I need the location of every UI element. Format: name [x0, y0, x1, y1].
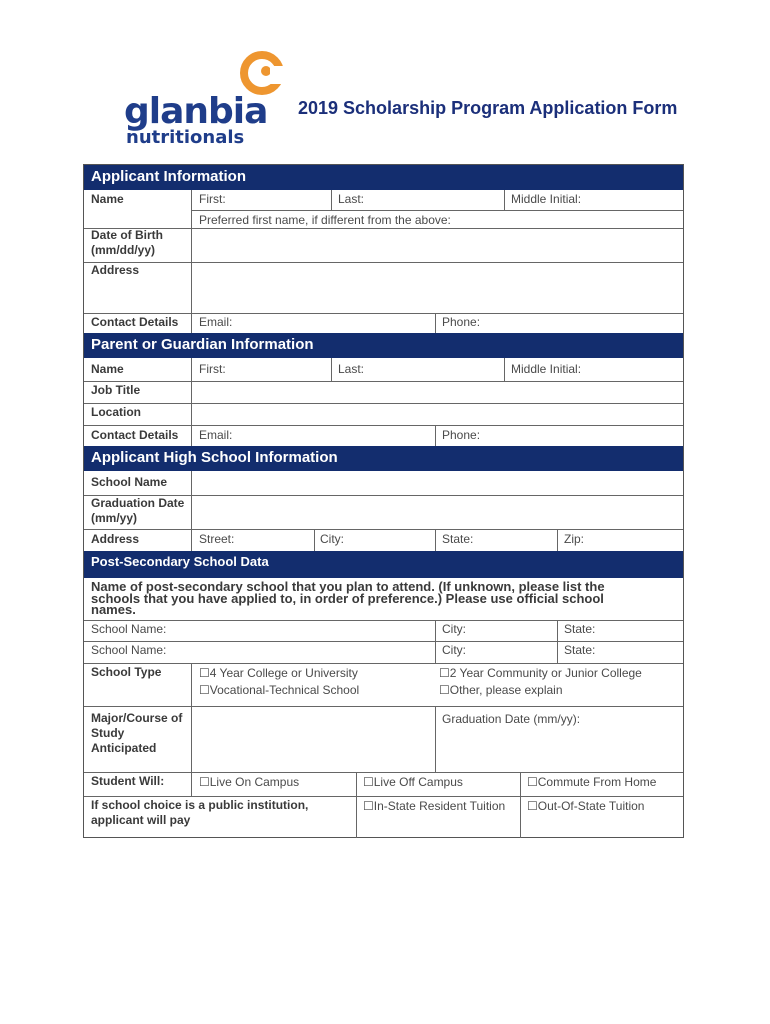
- post-secondary-city-1[interactable]: City:: [442, 622, 466, 636]
- parent-last-name-field[interactable]: Last:: [338, 362, 365, 376]
- label-applicant-contact: Contact Details: [91, 315, 179, 329]
- logo-brand-text: glanbia: [124, 91, 268, 132]
- label-date-of-birth: Date of Birth (mm/dd/yy): [91, 228, 163, 257]
- high-school-street-field[interactable]: Street:: [199, 532, 235, 546]
- applicant-email-field[interactable]: Email:: [199, 315, 233, 329]
- label-school-name: School Name: [91, 475, 168, 489]
- job-title-field[interactable]: [192, 382, 684, 403]
- applicant-preferred-name-field[interactable]: Preferred first name, if different from the above:: [199, 213, 451, 227]
- parent-email-field[interactable]: Email:: [199, 428, 233, 442]
- label-student-will: Student Will:: [91, 774, 165, 788]
- label-parent-contact: Contact Details: [91, 428, 179, 442]
- school-type-vocational-checkbox[interactable]: ☐Vocational-Technical School: [199, 683, 360, 697]
- live-off-campus-checkbox[interactable]: ☐Live Off Campus: [363, 775, 463, 789]
- label-public-institution: If school choice is a public institution, applicant will pay: [91, 798, 309, 827]
- in-state-tuition-checkbox[interactable]: ☐In-State Resident Tuition: [363, 799, 506, 813]
- logo-sub-text: nutritionals: [126, 127, 245, 148]
- live-on-campus-checkbox[interactable]: ☐Live On Campus: [199, 775, 300, 789]
- label-applicant-address: Address: [91, 263, 140, 277]
- applicant-phone-field[interactable]: Phone:: [442, 315, 481, 329]
- applicant-middle-initial-field[interactable]: Middle Initial:: [511, 192, 582, 206]
- location-field[interactable]: [192, 404, 684, 425]
- high-school-graduation-date-field[interactable]: [192, 496, 684, 529]
- applicant-last-name-field[interactable]: Last:: [338, 192, 365, 206]
- parent-first-name-field[interactable]: First:: [199, 362, 226, 376]
- glanbia-logo: [124, 50, 294, 150]
- high-school-name-field[interactable]: [192, 472, 684, 495]
- major-field[interactable]: [192, 707, 434, 772]
- section-header-high-school: Applicant High School Information: [84, 446, 683, 471]
- parent-middle-initial-field[interactable]: Middle Initial:: [511, 362, 582, 376]
- label-school-type: School Type: [91, 665, 162, 679]
- label-parent-name: Name: [91, 362, 124, 376]
- label-applicant-name: Name: [91, 192, 124, 206]
- logo-swirl-icon: [236, 50, 288, 96]
- commute-from-home-checkbox[interactable]: ☐Commute From Home: [527, 775, 657, 789]
- applicant-address-field[interactable]: [192, 263, 684, 313]
- label-job-title: Job Title: [91, 383, 141, 397]
- post-secondary-graduation-date-field[interactable]: Graduation Date (mm/yy):: [442, 712, 581, 726]
- post-secondary-school-name-1[interactable]: School Name:: [91, 622, 167, 636]
- post-secondary-state-1[interactable]: State:: [564, 622, 596, 636]
- post-secondary-question: Name of post-secondary school that you plan to attend. (If unknown, please list the schools that you have applied to, in order of preference.) Please use official school names.: [91, 579, 605, 617]
- post-secondary-school-name-2[interactable]: School Name:: [91, 643, 167, 657]
- section-header-parent: Parent or Guardian Information: [84, 333, 683, 358]
- high-school-zip-field[interactable]: Zip:: [564, 532, 585, 546]
- high-school-city-field[interactable]: City:: [320, 532, 344, 546]
- parent-phone-field[interactable]: Phone:: [442, 428, 481, 442]
- school-type-other-checkbox[interactable]: ☐Other, please explain: [439, 683, 563, 697]
- applicant-first-name-field[interactable]: First:: [199, 192, 226, 206]
- school-type-2-year-checkbox[interactable]: ☐2 Year Community or Junior College: [439, 666, 642, 680]
- label-graduation-date: Graduation Date (mm/yy): [91, 496, 185, 525]
- post-secondary-city-2[interactable]: City:: [442, 643, 466, 657]
- label-high-school-address: Address: [91, 532, 140, 546]
- out-of-state-tuition-checkbox[interactable]: ☐Out-Of-State Tuition: [527, 799, 645, 813]
- high-school-state-field[interactable]: State:: [442, 532, 474, 546]
- page-title: 2019 Scholarship Program Application Form: [298, 98, 678, 118]
- section-header-applicant: Applicant Information: [84, 165, 683, 190]
- section-header-post-secondary: Post-Secondary School Data: [84, 551, 683, 578]
- post-secondary-state-2[interactable]: State:: [564, 643, 596, 657]
- school-type-4-year-checkbox[interactable]: ☐4 Year College or University: [199, 666, 358, 680]
- label-location: Location: [91, 405, 141, 419]
- date-of-birth-field[interactable]: [192, 229, 684, 262]
- label-major: Major/Course of Study Anticipated: [91, 711, 183, 755]
- application-form: [83, 164, 684, 838]
